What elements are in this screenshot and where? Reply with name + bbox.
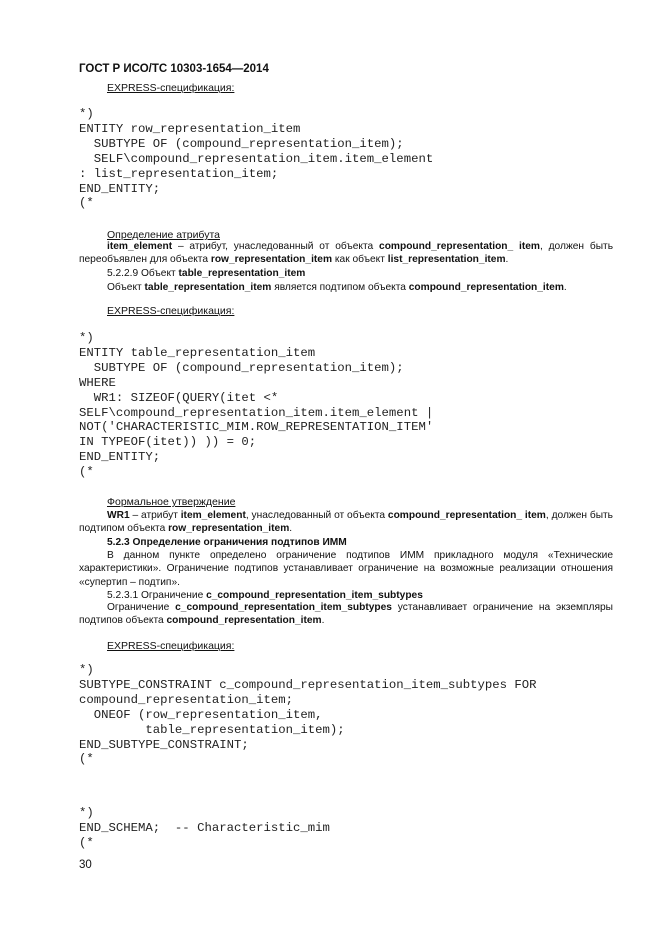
- document-header: ГОСТ Р ИСО/ТС 10303-1654—2014: [79, 63, 269, 75]
- section-5-2-3-1-heading: 5.2.3.1 Ограничение c_compound_representation_item_subtypes: [107, 590, 423, 601]
- section-5-2-3-text: В данном пункте определено ограничение подтипов ИММ прикладного модуля «Технические характеристики». Ограничение подтипов устанавливает ограничение на возможные реализации отношения «супертип – подтип».: [79, 550, 613, 588]
- wr1-statement: WR1 – атрибут item_element, унаследованный от объекта compound_representation_ item, должен быть подтипом объекта row_representation_item.: [79, 510, 613, 535]
- express-spec-label-2: EXPRESS-спецификация:: [107, 305, 235, 317]
- formal-statement-label: Формальное утверждение: [107, 496, 236, 508]
- express-spec-label: EXPRESS-спецификация:: [107, 82, 235, 94]
- express-spec-label-3: EXPRESS-спецификация:: [107, 640, 235, 652]
- code-block-table-representation-item: *) ENTITY table_representation_item SUBTYPE OF (compound_representation_item); WHERE WR1: SIZEOF(QUERY(itet <* SELF\compound_representation_item.item_element | NOT('CHARACTERISTIC_MIM.ROW_REPRESENTATION_ITEM' IN TYPEOF(itet)) )) = 0; END_ENTITY; (*: [79, 331, 434, 480]
- page-number: 30: [79, 859, 92, 871]
- code-block-subtype-constraint: *) SUBTYPE_CONSTRAINT c_compound_representation_item_subtypes FOR compound_representation_item; ONEOF (row_representation_item, table_representation_item); END_SUBTYPE_CONSTRAINT; (*: [79, 663, 537, 767]
- attribute-definition-label: Определение атрибута: [107, 229, 220, 241]
- code-block-end-schema: *) END_SCHEMA; -- Characteristic_mim (*: [79, 806, 330, 850]
- section-5-2-2-9-text: Объект table_representation_item является подтипом объекта compound_representation_item.: [107, 282, 567, 293]
- section-5-2-3-heading: 5.2.3 Определение ограничения подтипов ИММ: [107, 537, 347, 548]
- item-element-definition: item_element – атрибут, унаследованный от объекта compound_representation_ item, должен быть переобъявлен для объекта row_representation_item как объект list_representation_item.: [79, 241, 614, 266]
- section-5-2-2-9-heading: 5.2.2.9 Объект table_representation_item: [107, 268, 306, 279]
- code-block-row-representation-item: *) ENTITY row_representation_item SUBTYPE OF (compound_representation_item); SELF\compound_representation_item.item_element : list_representation_item; END_ENTITY; (*: [79, 107, 434, 211]
- section-5-2-3-1-text: Ограничение c_compound_representation_item_subtypes устанавливает ограничение на экземпляры подтипов объекта compound_representation_item.: [79, 602, 613, 627]
